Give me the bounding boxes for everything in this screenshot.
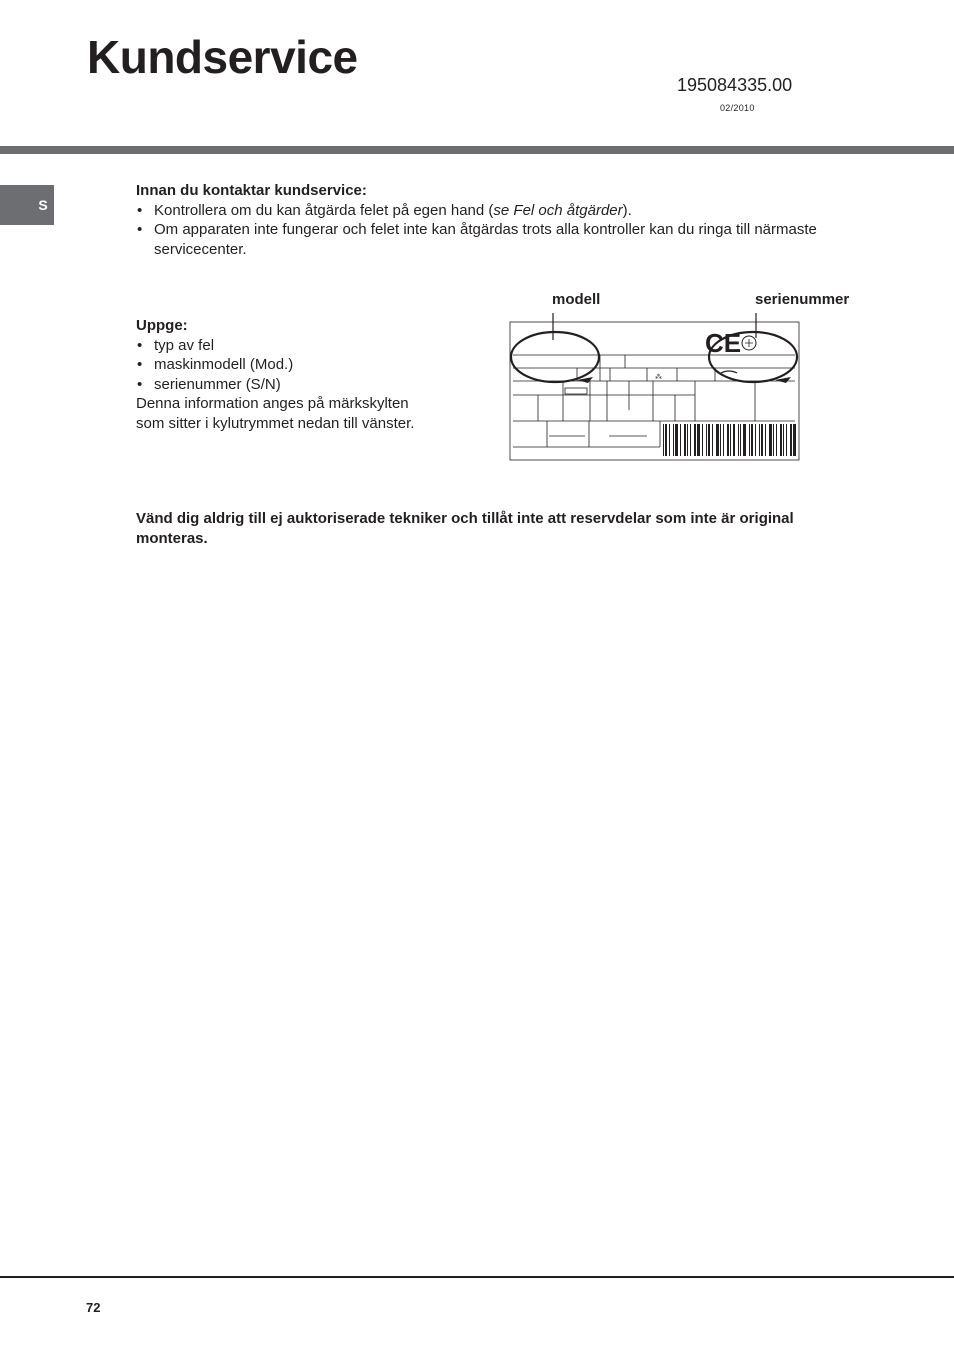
footer-divider [0,1276,954,1278]
page-title: Kundservice [87,31,358,83]
warning-text: Vänd dig aldrig till ej auktoriserade tekniker och tillåt inte att reservdelar som inte är original monteras. [136,510,794,547]
rating-plate-illustration [505,300,805,465]
barcode-bar [730,424,731,456]
intro-bullet1-text: Kontrollera om du kan åtgärda felet på egen hand ( [154,201,494,219]
intro-list [136,201,851,260]
list-item: • typ av fel [136,336,466,356]
barcode-bar [665,424,667,456]
barcode-bar [669,424,670,456]
barcode-bar [687,424,688,456]
barcode-bar [751,424,753,456]
barcode-bar [738,424,739,456]
info-note-line1: Denna information anges på märkskylten [136,395,409,412]
list-item: • Om apparaten inte fungerar och felet inte kan åtgärdas trots alla kontroller kan du ringa till närmaste servicecenter. [136,220,851,259]
barcode-bar [708,424,710,456]
document-number: 195084335.00 [677,75,793,95]
barcode-bar [684,424,686,456]
barcode-bar [690,424,691,456]
barcode-bar [727,424,729,456]
barcode-bar [790,424,792,456]
ce-mark: CE [705,328,742,358]
barcode-bar [759,424,760,456]
intro-section [136,181,851,259]
info-section [136,316,466,433]
barcode-bar [755,424,756,456]
barcode-bar [783,424,784,456]
barcode-bar [680,424,681,456]
barcode-bar [716,424,719,456]
barcode-bar [720,424,721,456]
barcode-bar [702,424,703,456]
barcode-bar [675,424,678,456]
barcode-bar [776,424,777,456]
barcode-bar [733,424,735,456]
barcode-bar [765,424,766,456]
barcode-bar [673,424,674,456]
list-item [136,201,851,221]
callout-model-label: modell [552,291,601,308]
barcode-bar [663,424,664,456]
barcode-bar [773,424,774,456]
plate-symbol: ⁂ [655,374,662,381]
page-number: 72 [86,1300,101,1315]
language-tab-label: S [38,197,48,213]
model-highlight-ellipse [511,332,599,382]
barcode-bar [793,424,796,456]
barcode-bar [712,424,713,456]
barcode-bar [706,424,707,456]
intro-bullet1-end: ). [622,201,632,219]
barcode-bar [694,424,696,456]
language-tab [0,185,54,225]
cross-reference: se Fel och åtgärder [493,201,623,219]
barcode-bar [743,424,746,456]
barcode [663,424,796,456]
intro-heading: Innan du kontaktar kundservice: [136,182,367,199]
list-item: • serienummer (S/N) [136,375,466,395]
barcode-bar [780,424,782,456]
header-divider [0,146,954,154]
barcode-bar [740,424,741,456]
barcode-bar [769,424,772,456]
callout-serial-label: serienummer [755,291,850,308]
list-item: • maskinmodell (Mod.) [136,355,466,375]
barcode-bar [761,424,763,456]
barcode-bar [786,424,787,456]
document-date: 02/2010 [720,103,755,113]
info-list [136,336,466,395]
info-heading: Uppge: [136,317,188,334]
barcode-bar [749,424,750,456]
barcode-bar [697,424,700,456]
info-note-line2: som sitter i kylutrymmet nedan till vänster. [136,414,415,432]
barcode-bar [723,424,724,456]
